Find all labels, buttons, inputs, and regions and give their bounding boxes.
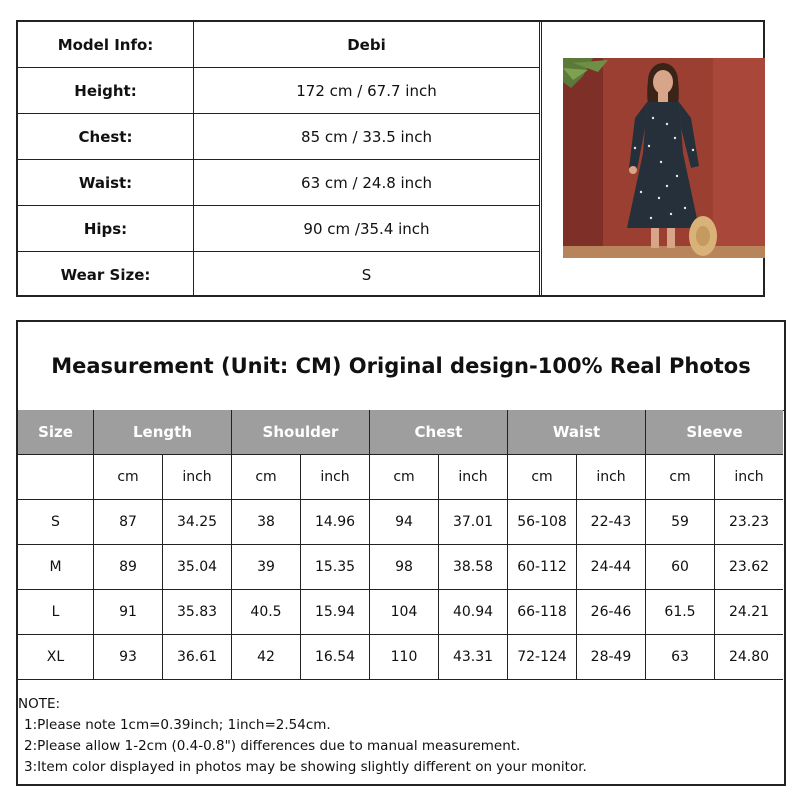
shoulder-cm-cell: 40.5 [232, 590, 301, 635]
shoulder-cm-cell: 39 [232, 545, 301, 590]
size-cell: M [18, 545, 94, 590]
waist-inch-cell: 22-43 [577, 500, 646, 545]
chest-cm-cell: 110 [370, 635, 439, 680]
size-cell: XL [18, 635, 94, 680]
unit-cell: inch [439, 455, 508, 500]
notes-title: NOTE: [18, 696, 61, 712]
chest-label: Chest: [18, 114, 194, 160]
unit-cell: cm [232, 455, 301, 500]
unit-cell: cm [646, 455, 715, 500]
sleeve-cm-cell: 63 [646, 635, 715, 680]
shoulder-inch-cell: 15.35 [301, 545, 370, 590]
sleeve-cm-cell: 60 [646, 545, 715, 590]
size-chart-table [18, 410, 783, 680]
model-info-row [18, 160, 540, 206]
wear-size-value: S [194, 252, 540, 298]
measurement-title: Measurement (Unit: CM) Original design-100% Real Photos [18, 322, 784, 411]
model-info-row [18, 68, 540, 114]
waist-cm-cell: 60-112 [508, 545, 577, 590]
model-info-row [18, 252, 540, 298]
waist-label: Waist: [18, 160, 194, 206]
waist-cm-cell: 72-124 [508, 635, 577, 680]
height-label: Height: [18, 68, 194, 114]
unit-row [18, 455, 783, 500]
table-row [18, 590, 783, 635]
unit-cell: cm [94, 455, 163, 500]
sleeve-cm-cell: 59 [646, 500, 715, 545]
chest-inch-cell: 43.31 [439, 635, 508, 680]
note-item: 2:Please allow 1-2cm (0.4-0.8") differences due to manual measurement. [24, 738, 521, 754]
model-info-panel [16, 20, 765, 297]
sleeve-inch-cell: 23.62 [715, 545, 784, 590]
unit-cell-empty [18, 455, 94, 500]
chest-inch-cell: 37.01 [439, 500, 508, 545]
unit-cell: inch [715, 455, 784, 500]
model-info-table [18, 22, 540, 297]
measurement-panel [16, 320, 786, 786]
length-cm-cell: 89 [94, 545, 163, 590]
length-cm-cell: 87 [94, 500, 163, 545]
shoulder-inch-cell: 14.96 [301, 500, 370, 545]
column-header-size: Size [18, 410, 94, 455]
length-inch-cell: 35.04 [163, 545, 232, 590]
hat-icon [689, 216, 717, 256]
length-cm-cell: 93 [94, 635, 163, 680]
note-item: 1:Please note 1cm=0.39inch; 1inch=2.54cm. [24, 717, 331, 733]
model-info-row [18, 206, 540, 252]
sleeve-inch-cell: 24.80 [715, 635, 784, 680]
table-row [18, 635, 783, 680]
size-chart-header-row [18, 410, 783, 455]
column-header-length: Length [94, 410, 232, 455]
photo-cell [541, 22, 764, 295]
size-cell: S [18, 500, 94, 545]
waist-cm-cell: 66-118 [508, 590, 577, 635]
length-inch-cell: 34.25 [163, 500, 232, 545]
sleeve-cm-cell: 61.5 [646, 590, 715, 635]
column-header-shoulder: Shoulder [232, 410, 370, 455]
shoulder-inch-cell: 16.54 [301, 635, 370, 680]
unit-cell: cm [508, 455, 577, 500]
model-photo [563, 58, 765, 258]
table-row [18, 545, 783, 590]
note-item: 3:Item color displayed in photos may be showing slightly different on your monitor. [24, 759, 587, 775]
shoulder-cm-cell: 38 [232, 500, 301, 545]
waist-inch-cell: 26-46 [577, 590, 646, 635]
photo-wall-right [713, 58, 765, 258]
table-row [18, 500, 783, 545]
model-info-label: Model Info: [18, 22, 194, 68]
chest-inch-cell: 40.94 [439, 590, 508, 635]
unit-cell: inch [301, 455, 370, 500]
length-inch-cell: 36.61 [163, 635, 232, 680]
column-header-sleeve: Sleeve [646, 410, 784, 455]
photo-floor [563, 246, 765, 258]
model-info-header-row [18, 22, 540, 68]
model-info-row [18, 114, 540, 160]
unit-cell: cm [370, 455, 439, 500]
size-cell: L [18, 590, 94, 635]
waist-cm-cell: 56-108 [508, 500, 577, 545]
photo-wall-shadow [563, 58, 603, 258]
sleeve-inch-cell: 24.21 [715, 590, 784, 635]
chest-cm-cell: 94 [370, 500, 439, 545]
length-inch-cell: 35.83 [163, 590, 232, 635]
shoulder-inch-cell: 15.94 [301, 590, 370, 635]
hips-value: 90 cm /35.4 inch [194, 206, 540, 252]
model-name: Debi [194, 22, 540, 68]
notes-section [18, 694, 784, 778]
unit-cell: inch [163, 455, 232, 500]
column-header-chest: Chest [370, 410, 508, 455]
wear-size-label: Wear Size: [18, 252, 194, 298]
shoulder-cm-cell: 42 [232, 635, 301, 680]
waist-inch-cell: 24-44 [577, 545, 646, 590]
waist-value: 63 cm / 24.8 inch [194, 160, 540, 206]
column-header-waist: Waist [508, 410, 646, 455]
chest-cm-cell: 98 [370, 545, 439, 590]
waist-inch-cell: 28-49 [577, 635, 646, 680]
sleeve-inch-cell: 23.23 [715, 500, 784, 545]
chest-inch-cell: 38.58 [439, 545, 508, 590]
height-value: 172 cm / 67.7 inch [194, 68, 540, 114]
chest-cm-cell: 104 [370, 590, 439, 635]
length-cm-cell: 91 [94, 590, 163, 635]
chest-value: 85 cm / 33.5 inch [194, 114, 540, 160]
hips-label: Hips: [18, 206, 194, 252]
unit-cell: inch [577, 455, 646, 500]
